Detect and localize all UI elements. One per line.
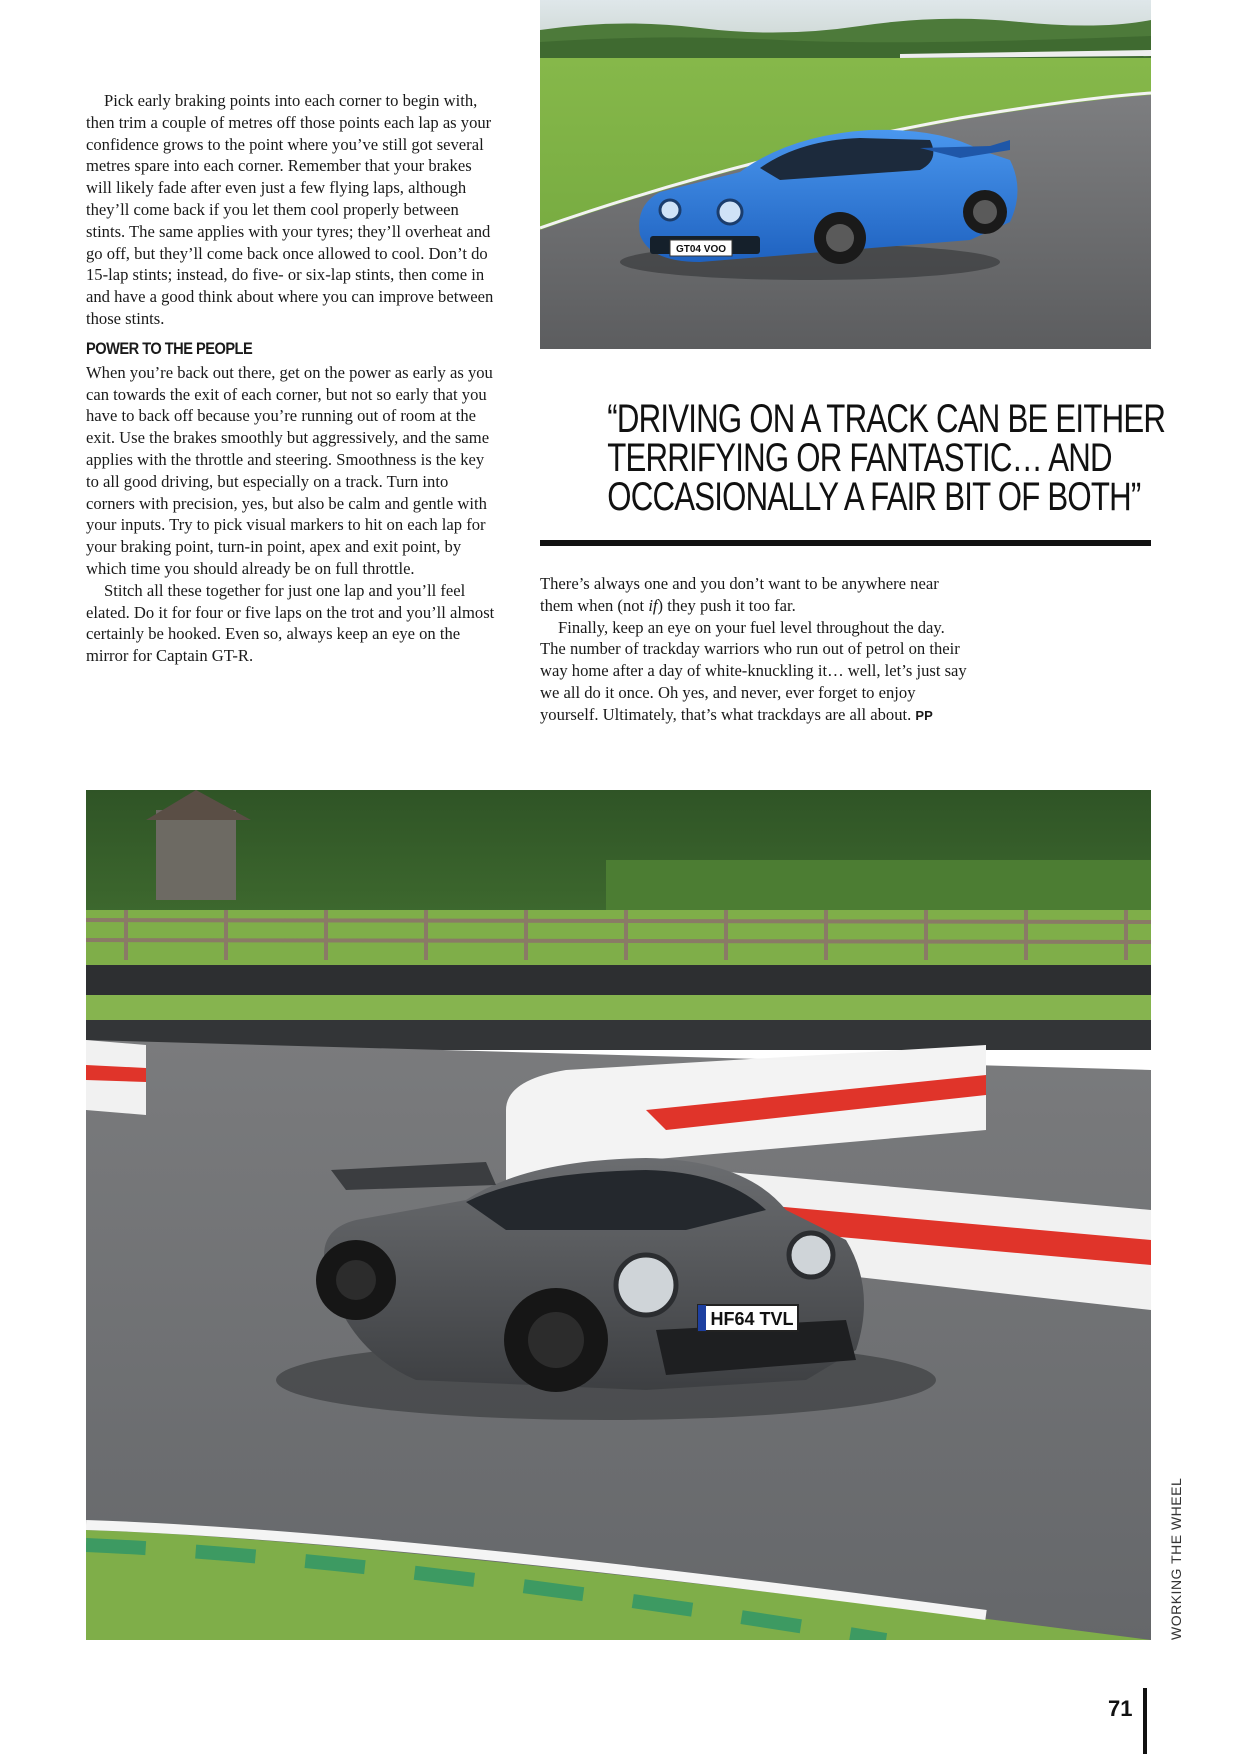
top-license-plate: GT04 VOO [675,244,727,255]
body-paragraph [540,573,970,617]
left-column [86,90,496,667]
pull-quote-line: OCCASIONALLY A FAIR BIT OF BOTH” [607,475,1141,519]
pull-quote-rule [540,540,1151,546]
body-paragraph [540,617,970,727]
bottom-license-plate: HF64 TVL [710,1309,794,1329]
page-number: 71 [1108,1696,1133,1721]
body-paragraph: Stitch all these together for just one lap and you’ll feel elated. Do it for four or five laps on the trot and you’ll almost certainly be hooked. Even so, always keep an eye on the mirror for Captain GT-R. [86,580,495,666]
page-number-bar [1143,1688,1147,1754]
blue-car-illustration [540,0,1151,349]
pull-quote-line: “DRIVING ON A TRACK CAN BE EITHER [607,397,1166,441]
body-paragraph: Pick early braking points into each corner to begin with, then trim a couple of metres off those points each lap as your confidence grows to the point where you’ve still got several metres spare into each corner. Remember that your brakes will likely fade after even just a few flying laps, although they’ll come back if you let them cool properly between stints. The same applies with your tyres; they’ll overheat and go off, but they’ll come back once allowed to cool. Don’t do 15-lap stints; instead, do five- or six-lap stints, then come in and have a good think about where you can improve between those stints. [86,91,494,328]
photo-grey-porsche [86,790,1151,1640]
body-text: Finally, keep an eye on your fuel level throughout the day. The number of trackday warriors who run out of petrol on their way home after a day of white-knuckling it… well, let’s just say we all do it once. Oh yes, and never, ever forget to enjoy yourself. Ultimately, that’s what trackdays are all about. [540,617,967,724]
grey-car-illustration [86,790,1151,1640]
pull-quote-line: TERRIFYING OR FANTASTIC… AND [607,436,1112,480]
pull-quote [540,397,1166,519]
right-column [540,573,970,727]
author-signature: PP [915,707,933,723]
body-text: There’s always one and you don’t want to be anywhere near them when (not [540,574,939,615]
photo-blue-porsche [540,0,1151,349]
section-label: WORKING THE WHEEL [1168,1477,1184,1640]
body-text-italic: if [648,595,658,615]
body-text: ) they push it too far. [657,595,796,615]
section-subhead: POWER TO THE PEOPLE [86,338,253,358]
body-paragraph: When you’re back out there, get on the power as early as you can towards the exit of each corner, but not so early that you have to back off because you’re running out of room at the exit. Use the brakes smoothly but aggressively, and the same applies with the throttle and steering. Smoothness is the key to all good driving, but especially on a track. Turn into corners with precision, yes, but also be calm and gentle with your inputs. Try to pick visual markers to hit on each lap for your braking point, turn-in point, apex and exit point, by which time you should already be on full throttle. [86,362,493,578]
